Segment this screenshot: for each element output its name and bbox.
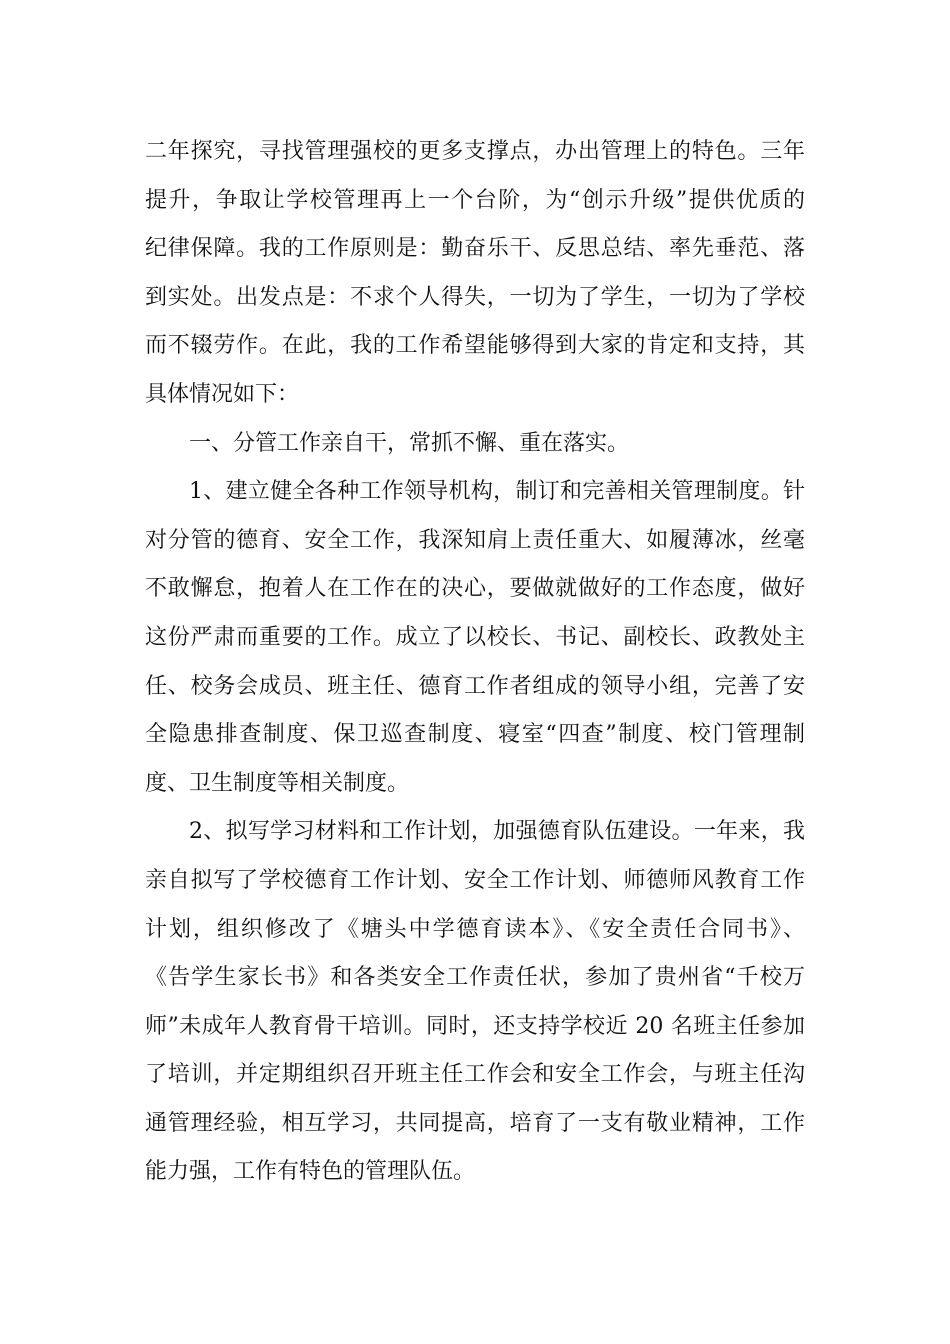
section-heading: 一、分管工作亲自干，常抓不懈、重在落实。 [189,430,630,456]
text-line: 而不辍劳作。在此，我的工作希望能够得到大家的肯定和支持，其 [145,333,805,359]
text-line: 不敢懈怠，抱着人在工作在的决心，要做就做好的工作态度，做好 [145,576,805,602]
body-text [145,128,805,1197]
text-line: 二年探究，寻找管理强校的更多支撑点，办出管理上的特色。三年 [145,139,805,164]
text-line: 《告学生家长书》和各类安全工作责任状，参加了贵州省“千校万 [145,965,805,991]
text-line: 度、卫生制度等相关制度。 [145,770,410,796]
text-line: 师”未成年人教育骨干培训。同时，还支持学校近 20 名班主任参加 [145,1013,805,1039]
text-line: 任、校务会成员、班主任、德育工作者组成的领导小组，完善了安 [145,673,805,699]
text-line: 具体情况如下： [145,381,300,407]
text-line: 提升，争取让学校管理再上一个台阶，为“创示升级”提供优质的 [145,187,805,213]
text-line: 纪律保障。我的工作原则是：勤奋乐干、反思总结、率先垂范、落 [145,236,805,262]
text-line: 到实处。出发点是：不求个人得失，一切为了学生，一切为了学校 [145,284,805,310]
text-line: 全隐患排查制度、保卫巡查制度、寝室“四查”制度、校门管理制 [145,722,805,748]
text-line: 通管理经验，相互学习，共同提高，培育了一支有敬业精神，工作 [145,1110,805,1136]
text-line: 了培训，并定期组织召开班主任工作会和安全工作会，与班主任沟 [145,1062,805,1088]
text-line: 亲自拟写了学校德育工作计划、安全工作计划、师德师风教育工作 [145,867,805,893]
text-line: 计划，组织修改了《塘头中学德育读本》、《安全责任合同书》、 [145,916,805,942]
text-line: 能力强，工作有特色的管理队伍。 [145,1159,476,1185]
text-line: 这份严肃而重要的工作。成立了以校长、书记、副校长、政教处主 [145,624,805,650]
text-line: 对分管的德育、安全工作，我深知肩上责任重大、如履薄冰，丝毫 [145,527,805,553]
text-line: 2、拟写学习材料和工作计划，加强德育队伍建设。一年来，我 [189,819,805,845]
text-line: 1、建立健全各种工作领导机构，制订和完善相关管理制度。针 [189,479,805,505]
